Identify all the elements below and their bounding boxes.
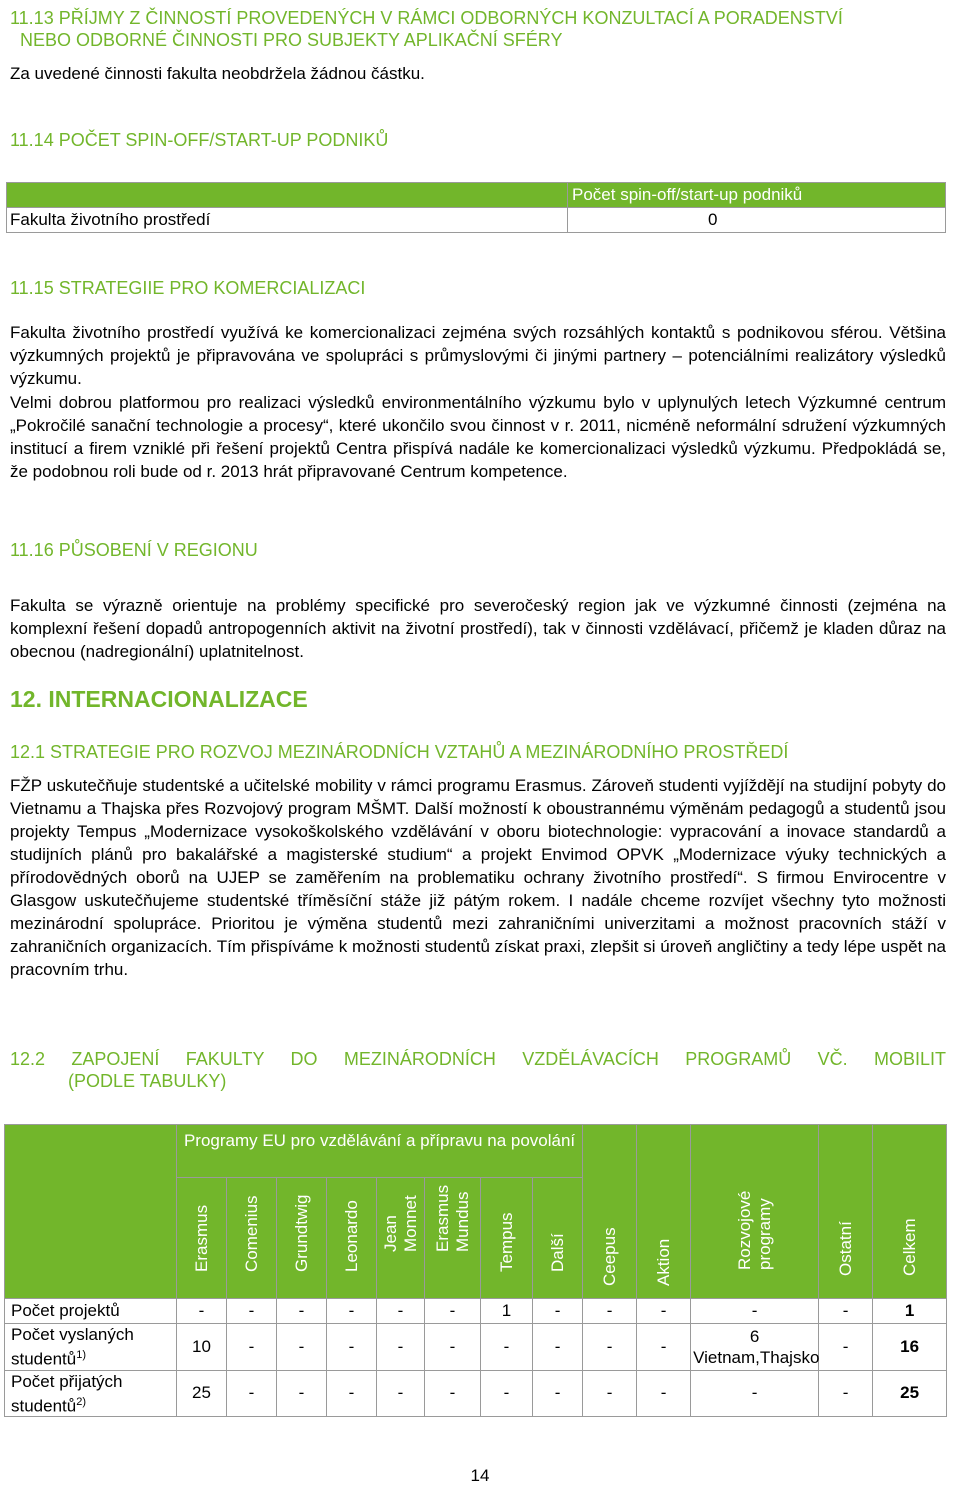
column-header-grundtwig: Grundtwig — [291, 1194, 311, 1272]
table-cell-total: 25 — [873, 1370, 947, 1417]
mobility-table-col-ceepus — [583, 1125, 637, 1299]
row-label-text: Počet vyslaných studentů — [11, 1325, 134, 1369]
section-11-14-heading: 11.14 POČET SPIN-OFF/START-UP PODNIKŮ — [10, 130, 389, 150]
table-cell: - — [327, 1299, 377, 1324]
mobility-table-group-header-row — [5, 1125, 947, 1178]
spinoff-table — [6, 182, 946, 233]
table-cell: - — [227, 1324, 277, 1371]
table-cell: - — [425, 1324, 481, 1371]
table-cell: 6 Vietnam,Thajsko — [691, 1324, 819, 1371]
section-11-16-paragraph: Fakulta se výrazně orientuje na problémy specifické pro severočeský region jak ve výzkumné činnosti (zejména na komplexní řešení dopadů antropogenních aktivit na životní prostředí), tak v činnosti vzdělávací, přičemž je kladen důraz na obecnou (nadregionální) uplatnitelnost. — [10, 596, 946, 661]
table-cell: 10 — [177, 1324, 227, 1371]
table-cell: - — [583, 1370, 637, 1417]
footnote-marker: 2) — [76, 1395, 87, 1408]
mobility-table-col-leonardo — [327, 1178, 377, 1299]
table-cell: - — [533, 1370, 583, 1417]
section-11-13-heading-line1: 11.13 PŘÍJMY Z ČINNOSTÍ PROVEDENÝCH V RÁMCI ODBORNÝCH KONZULTACÍ A PORADENSTVÍ — [10, 8, 843, 28]
spinoff-table-header-row — [7, 183, 946, 208]
column-header-leonardo: Leonardo — [341, 1200, 361, 1272]
column-header-jean-monnet: Jean Monnet — [380, 1195, 420, 1252]
table-cell-total: 16 — [873, 1324, 947, 1371]
mobility-table-col-ostatni — [819, 1125, 873, 1299]
section-11-15-paragraph-1: Fakulta životního prostředí využívá ke komercionalizaci zejména svých rozsáhlých kontaktů s podnikovou sférou. Většina výzkumných projektů je připravována ve spolupráci s průmyslovými či jinými partnery – potenciálními realizátory výsledků výzkumu. — [10, 323, 946, 388]
section-12-1-heading: 12.1 STRATEGIE PRO ROZVOJ MEZINÁRODNÍCH VZTAHŮ A MEZINÁRODNÍHO PROSTŘEDÍ — [10, 742, 789, 762]
table-cell: - — [227, 1299, 277, 1324]
table-cell: - — [327, 1370, 377, 1417]
table-cell: - — [691, 1370, 819, 1417]
footnote-marker: 1) — [76, 1349, 87, 1361]
spinoff-table-row — [7, 208, 946, 233]
spinoff-table-header: Počet spin-off/start-up podniků — [568, 183, 946, 208]
table-cell: - — [819, 1299, 873, 1324]
row-label-pocet-prijatych — [5, 1370, 177, 1417]
row-label-text: Počet přijatých studentů — [11, 1371, 123, 1416]
table-cell: - — [327, 1324, 377, 1371]
spinoff-table-row-label: Fakulta životního prostředí — [7, 208, 568, 233]
table-cell: - — [377, 1299, 425, 1324]
section-11-15-heading: 11.15 STRATEGIIE PRO KOMERCIALIZACI — [10, 278, 366, 298]
mobility-table-col-erasmus-mundus — [425, 1178, 481, 1299]
mobility-table-col-dalsi — [533, 1178, 583, 1299]
section-12-2-heading-line1: 12.2 ZAPOJENÍ FAKULTY DO MEZINÁRODNÍCH VZDĚLÁVACÍCH PROGRAMŮ VČ. MOBILIT — [10, 1049, 946, 1069]
table-cell: - — [425, 1299, 481, 1324]
mobility-table-corner-cell — [5, 1125, 177, 1299]
table-cell: 1 — [481, 1299, 533, 1324]
section-11-13-heading-line2: NEBO ODBORNÉ ČINNOSTI PRO SUBJEKTY APLIKAČNÍ SFÉRY — [20, 30, 563, 50]
table-cell-total: 1 — [873, 1299, 947, 1324]
table-cell: - — [227, 1370, 277, 1417]
table-cell: - — [481, 1370, 533, 1417]
table-cell: - — [691, 1299, 819, 1324]
table-cell: - — [377, 1370, 425, 1417]
table-cell: - — [277, 1324, 327, 1371]
table-cell: - — [377, 1324, 425, 1371]
mobility-programs-table — [4, 1124, 947, 1417]
section-11-16-heading: 11.16 PŮSOBENÍ V REGIONU — [10, 540, 258, 560]
table-cell: - — [533, 1299, 583, 1324]
column-header-ostatni: Ostatní — [835, 1220, 855, 1276]
mobility-table-col-celkem — [873, 1125, 947, 1299]
column-header-tempus: Tempus — [496, 1212, 516, 1272]
mobility-table-col-comenius — [227, 1178, 277, 1299]
mobility-table-col-jean-monnet — [377, 1178, 425, 1299]
section-12-2-heading — [10, 1048, 946, 1092]
spinoff-table-corner-cell — [7, 183, 568, 208]
table-cell: - — [583, 1324, 637, 1371]
table-cell: - — [819, 1324, 873, 1371]
table-cell: - — [425, 1370, 481, 1417]
mobility-table-col-tempus — [481, 1178, 533, 1299]
row-label-pocet-projektu: Počet projektů — [5, 1299, 177, 1324]
section-11-13-heading — [10, 7, 955, 51]
table-row — [5, 1370, 947, 1417]
mobility-table-col-erasmus — [177, 1178, 227, 1299]
column-header-ceepus: Ceepus — [599, 1226, 619, 1286]
mobility-table-group-header: Programy EU pro vzdělávání a přípravu na povolání — [177, 1125, 583, 1178]
table-row — [5, 1324, 947, 1371]
section-11-13-text: Za uvedené činnosti fakulta neobdržela žádnou částku. — [10, 64, 425, 83]
table-cell: - — [819, 1370, 873, 1417]
row-label-pocet-vyslanych — [5, 1324, 177, 1371]
table-cell: 25 — [177, 1370, 227, 1417]
mobility-table-col-aktion — [637, 1125, 691, 1299]
column-header-rozvojove-programy: Rozvojové programy — [734, 1190, 774, 1270]
spinoff-table-row-value: 0 — [568, 208, 946, 233]
mobility-table-col-grundtwig — [277, 1178, 327, 1299]
table-cell: - — [637, 1299, 691, 1324]
table-cell: - — [277, 1299, 327, 1324]
column-header-erasmus-mundus: Erasmus Mundus — [432, 1184, 472, 1252]
table-cell: - — [177, 1299, 227, 1324]
section-12-heading: 12. INTERNACIONALIZACE — [10, 686, 308, 712]
column-header-aktion: Aktion — [653, 1238, 673, 1286]
column-header-celkem: Celkem — [899, 1217, 919, 1276]
table-row — [5, 1299, 947, 1324]
column-header-dalsi: Další — [547, 1233, 567, 1272]
table-cell: - — [637, 1324, 691, 1371]
table-cell: - — [481, 1324, 533, 1371]
mobility-table-col-rozvojove — [691, 1125, 819, 1299]
column-header-erasmus: Erasmus — [191, 1204, 211, 1272]
column-header-comenius: Comenius — [241, 1195, 261, 1272]
section-12-2-heading-line2: (PODLE TABULKY) — [68, 1071, 227, 1091]
table-cell: - — [277, 1370, 327, 1417]
section-11-15-paragraph-2: Velmi dobrou platformou pro realizaci výsledků environmentálního výzkumu bylo v uplynulých letech Výzkumné centrum „Pokročilé sanační technologie a procesy“, které ukončilo svou činnost v r. 2011, nicméně neformální sdružení výzkumných institucí a firem vzniklé při řešení projektů Centra přispívá nadále ke komercionalizaci výsledků výzkumu. Předpokládá se, že podobnou roli bude od r. 2013 hrát připravované Centrum kompetence. — [10, 393, 946, 481]
table-cell: - — [533, 1324, 583, 1371]
table-cell: - — [583, 1299, 637, 1324]
page-number: 14 — [470, 1466, 490, 1485]
table-cell: - — [637, 1370, 691, 1417]
section-12-1-paragraph: FŽP uskutečňuje studentské a učitelské mobility v rámci programu Erasmus. Zároveň studenti vyjíždějí na studijní pobyty do Vietnamu a Thajska přes Rozvojový program MŠMT. Další možností k oboustrannému výměnám pedagogů a studentů jsou projekty Tempus „Modernizace vysokoškolského vzdělávání v oboru biotechnologie: vypracování a inovace standardů a studijních plánů pro bakalářské a magisterské studium“ a projekt Envimod OPVK „Modernizace výuky technických a přírodovědných oborů na UJEP se zaměřením na problematiku ochrany životního prostředí“. S firmou Envirocentre v Glasgow uskutečňujeme studentské tříměsíční stáže již pátým rokem. I nadále chceme rozvíjet všechny tyto možnosti mezinárodní spolupráce. Prioritou je výměna studentů mezi zahraničními univerzitami a možnost pracovních stáží v zahraničních organizacích. Tím přispíváme k možnosti studentů získat praxi, zlepšit si úroveň angličtiny a tedy lépe uspět na pracovním trhu. — [10, 776, 946, 979]
